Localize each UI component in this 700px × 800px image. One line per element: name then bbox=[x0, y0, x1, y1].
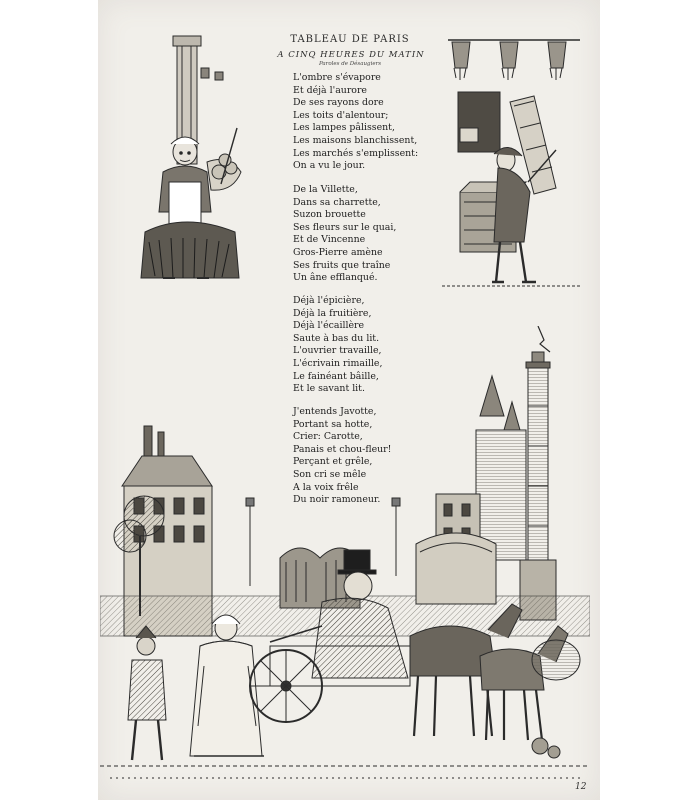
poem-line: Les lampes pâlissent, bbox=[293, 122, 395, 134]
poem-line: Un âne efflanqué. bbox=[293, 272, 378, 284]
page-number: 12 bbox=[575, 782, 587, 792]
poem-line: A la voix frêle bbox=[293, 481, 359, 493]
poem-line: Déjà la fruitière, bbox=[293, 307, 372, 319]
poem-line: Et le savant lit. bbox=[293, 383, 365, 395]
poem-line: On a vu le jour. bbox=[293, 160, 366, 172]
poem-line: Les maisons blanchissent, bbox=[293, 134, 418, 146]
poem-line: Gros-Pierre amène bbox=[293, 246, 383, 258]
poem-line: L'ouvrier travaille, bbox=[293, 345, 382, 357]
poem-line: Saute à bas du lit. bbox=[293, 332, 380, 344]
stanza-1 bbox=[293, 72, 418, 173]
poem-line: Les marchés s'emplissent: bbox=[293, 147, 419, 159]
poem-line: L'ombre s'évapore bbox=[293, 72, 381, 83]
lamplighter-illustration bbox=[440, 32, 585, 288]
poem-line: Les toits d'alentour; bbox=[293, 109, 389, 121]
street-scene-illustration bbox=[100, 326, 590, 798]
poem-line: De ses rayons dore bbox=[293, 97, 384, 109]
page-subtitle: A CINQ HEURES DU MATIN bbox=[277, 50, 425, 60]
poem-line: Et déjà l'aurore bbox=[293, 84, 367, 96]
market-woman-illustration bbox=[125, 32, 255, 294]
poem-line: J'entends Javotte, bbox=[293, 406, 377, 417]
poem-line: Son cri se mêle bbox=[293, 468, 367, 480]
poem-line: Crier: Carotte, bbox=[293, 431, 363, 443]
poem-line: Le fainéant bâille, bbox=[293, 370, 379, 382]
lyricist-credit: Paroles de Désaugiers bbox=[318, 61, 382, 67]
poem-line: Ses fruits que traîne bbox=[293, 259, 391, 271]
poem-line: Déjà l'épicière, bbox=[293, 295, 365, 306]
poem-line: Du noir ramoneur. bbox=[293, 494, 381, 506]
poem-line: Perçant et grêle, bbox=[293, 456, 373, 468]
poem-line: Suzon brouette bbox=[293, 209, 366, 221]
poem-line: Et de Vincenne bbox=[293, 234, 366, 246]
poem-line: Panais et chou-fleur! bbox=[293, 443, 392, 455]
poem-line: Déjà l'écaillère bbox=[293, 320, 365, 332]
poem-line: Dans sa charrette, bbox=[293, 196, 381, 208]
stanza-2 bbox=[293, 184, 396, 285]
poem-line: Portant sa hotte, bbox=[293, 418, 373, 430]
poem-line: L'écrivain rimaille, bbox=[293, 357, 383, 369]
page-title: TABLEAU DE PARIS bbox=[290, 34, 410, 45]
poem-line: Ses fleurs sur le quai, bbox=[293, 221, 397, 233]
poem-line: De la Villette, bbox=[293, 184, 358, 195]
